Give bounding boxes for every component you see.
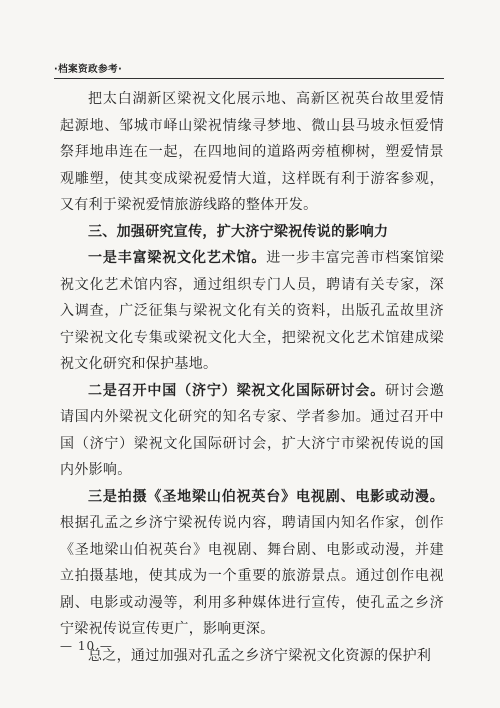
section-heading: 三、加强研究宣传，扩大济宁梁祝传说的影响力 <box>88 223 389 240</box>
paragraph-lead: 一是丰富梁祝文化艺术馆。 <box>88 250 267 266</box>
header-divider <box>54 78 444 79</box>
paragraph-lead: 三是拍摄《圣地梁山伯祝英台》电视剧、电影或动漫。 <box>88 488 444 505</box>
paragraph: 把太白湖新区梁祝文化展示地、高新区祝英台故里爱情起源地、邹城市峄山梁祝情缘寻梦地、微山县马坡永恒爱情祭拜地串连在一起，在四地间的道路两旁植柳树，塑爱情景观雕塑，使其变成梁祝爱情大道，这样既有利于游客参观，又有利于梁祝爱情旅游线路的整体开发。 <box>60 91 444 213</box>
document-body <box>60 86 444 669</box>
paragraph-text: 根据孔孟之乡济宁梁祝传说内容，聘请国内知名作家，创作《圣地梁山伯祝英台》电视剧、舞台剧、电影或动漫，并建立拍摄基地，使其成为一个重要的旅游景点。通过创作电视剧、电影或动漫等，利用多种媒体进行宣传，使孔孟之乡济宁梁祝传说宣传更广，影响更深。 <box>60 515 444 637</box>
paragraph: 总之，通过加强对孔孟之乡济宁梁祝文化资源的保护利 <box>88 647 432 664</box>
paragraph <box>60 378 444 484</box>
paragraph-text: 进一步丰富完善市档案馆梁祝文化艺术馆内容，通过组织专门人员，聘请有关专家，深入调查，广泛征集与梁祝文化有关的资料，出版孔孟故里济宁梁祝文化专集或梁祝文化大全，把梁祝文化艺术馆建成梁祝文化研究和保护基地。 <box>60 250 444 372</box>
paragraph <box>60 245 444 378</box>
running-header-label: ·档案资政参考· <box>54 64 123 75</box>
paragraph-text: 研讨会邀请国内外梁祝文化研究的知名专家、学者参加。通过召开中国（济宁）梁祝文化国际研讨会，扩大济宁市梁祝传说的国内外影响。 <box>60 382 445 478</box>
paragraph <box>60 484 444 643</box>
paragraph-lead: 二是召开中国（济宁）梁祝文化国际研讨会。 <box>88 382 386 399</box>
page-number: — 10 — <box>60 639 113 653</box>
